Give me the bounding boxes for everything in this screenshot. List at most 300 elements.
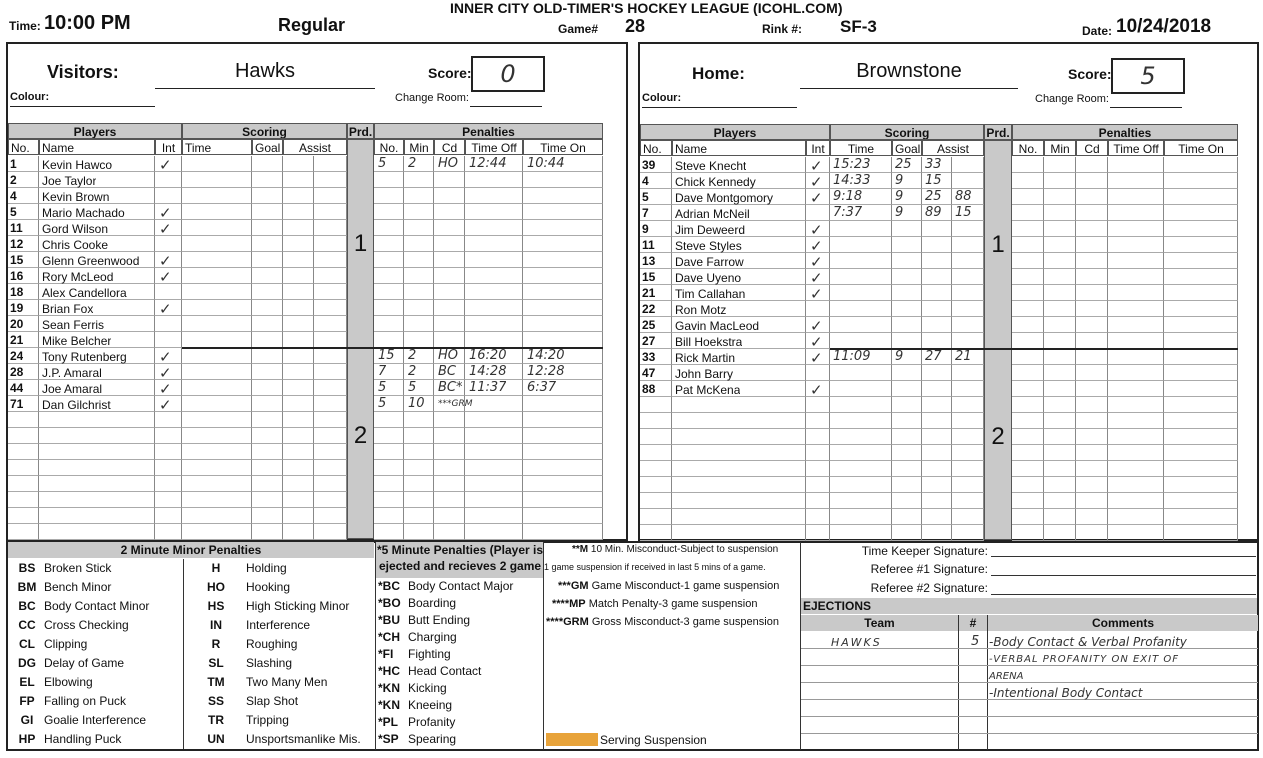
visitors-grid-cell [252, 364, 283, 380]
home-grid-cell [922, 509, 952, 525]
visitors-grid-cell [465, 252, 523, 268]
visitors-player-no: 4 [10, 189, 17, 203]
penalty-desc: Interference [246, 618, 311, 632]
penalty-code: GI [20, 713, 34, 727]
home-grid [640, 124, 1258, 539]
visitors-grid-cell [434, 332, 465, 348]
home-grid-cell [1012, 285, 1044, 301]
visitors-grid-cell [404, 524, 434, 540]
home-grid-cell [1076, 429, 1108, 445]
visitors-grid-cell [465, 220, 523, 236]
home-team: Brownstone [800, 60, 1018, 89]
penalty-code: *BO [378, 596, 401, 610]
visitors-grid-cell [523, 524, 603, 540]
home-score-time: 14:33 [833, 173, 871, 188]
visitors-penalty-cd: HO [438, 156, 459, 171]
penalty-code: EL [19, 675, 35, 689]
home-score-goal: 9 [895, 205, 904, 220]
visitors-grid-cell [465, 428, 523, 444]
legend-row [8, 730, 183, 748]
visitors-grid-cell [155, 444, 182, 460]
home-grid-cell [672, 461, 806, 477]
home-grid-cell [1012, 461, 1044, 477]
home-player-no: 39 [642, 158, 656, 172]
visitors-player-int-check: ✓ [159, 253, 172, 269]
home-grid-cell [922, 413, 952, 429]
home-grid-cell [640, 461, 672, 477]
visitors-player-no: 12 [10, 237, 24, 251]
home-grid-cell [952, 509, 984, 525]
home-grid-cell [1044, 189, 1076, 205]
home-grid-cell [806, 493, 830, 509]
visitors-grid-cell [434, 524, 465, 540]
home-player-int-check: ✓ [810, 238, 823, 254]
home-grid-cell [672, 397, 806, 413]
legend-row [376, 578, 544, 595]
visitors-grid-cell [252, 332, 283, 348]
home-grid-cell [806, 429, 830, 445]
visitors-grid-cell [252, 236, 283, 252]
visitors-grid-cell [374, 204, 404, 220]
penalty-code: *KN [378, 698, 401, 712]
visitors-grid-cell [465, 444, 523, 460]
home-grid-cell [952, 269, 984, 285]
home-grid-cell [1076, 525, 1108, 541]
home-grid-cell [952, 461, 984, 477]
penalty-code: HS [207, 599, 225, 613]
legend-row [184, 578, 376, 596]
visitors-penalty-off: 11:37 [469, 380, 507, 395]
visitors-score: 0 [471, 56, 545, 92]
visitors-player-name: Mario Machado [42, 206, 125, 220]
home-grid-cell [1108, 349, 1164, 365]
legend-row [184, 559, 376, 577]
visitors-penalty-cd: ***GRM [438, 399, 473, 409]
visitors-grid-cell [523, 476, 603, 492]
visitors-colour-label: Colour: [10, 91, 50, 103]
game-label: Game# [558, 22, 599, 36]
home-colour-label: Colour: [642, 92, 682, 104]
penalty-desc: Kicking [408, 681, 447, 695]
visitors-grid-cell [404, 460, 434, 476]
penalty-code: FP [19, 694, 35, 708]
visitors-col-a1: Assist [283, 139, 347, 155]
legend-row [184, 730, 376, 748]
visitors-grid-cell [374, 188, 404, 204]
grm-code: ****GRM [546, 616, 589, 628]
visitors-grid-cell [374, 444, 404, 460]
visitors-grid-cell [8, 412, 39, 428]
home-grid-cell [952, 237, 984, 253]
time-label: Time: [9, 19, 41, 33]
home-grid-cell [1012, 157, 1044, 173]
home-grid-cell [806, 301, 830, 317]
visitors-grid-cell [283, 300, 314, 316]
visitors-player-name: Brian Fox [42, 302, 94, 316]
visitors-grid-cell [252, 380, 283, 396]
visitors-grid-cell [39, 412, 155, 428]
m-desc: 10 Min. Misconduct-Subject to suspension [590, 544, 779, 555]
home-grid-cell [1076, 157, 1108, 173]
home-grid-cell [952, 397, 984, 413]
home-grid-cell [1076, 237, 1108, 253]
penalty-code: HP [18, 732, 36, 746]
visitors-penalty-on: 6:37 [527, 380, 557, 395]
visitors-grid-cell [404, 332, 434, 348]
penalty-desc: Elbowing [44, 675, 93, 689]
home-grid-cell [672, 509, 806, 525]
visitors-grid-cell [182, 332, 252, 348]
visitors-grid-cell [434, 188, 465, 204]
visitors-player-name: Alex Candellora [42, 286, 127, 300]
visitors-player-name: Chris Cooke [42, 238, 109, 252]
referee1-line[interactable] [991, 575, 1256, 576]
visitors-grid-cell [314, 204, 347, 220]
visitors-penalty-min: 2 [408, 156, 417, 171]
referee2-line[interactable] [991, 594, 1256, 595]
league-title: INNER CITY OLD-TIMER'S HOCKEY LEAGUE (ICOHL.COM) [450, 0, 843, 16]
legend-row [184, 597, 376, 615]
legend-row [184, 711, 376, 729]
home-grid-cell [1076, 301, 1108, 317]
visitors-grid-cell [374, 284, 404, 300]
home-grid-cell [952, 317, 984, 333]
ejection-comment-2: -VERBAL PROFANITY ON EXIT OF [989, 654, 1180, 665]
home-grid-cell [892, 525, 922, 541]
home-grid-cell [922, 365, 952, 381]
home-player-name: Ron Motz [675, 303, 727, 317]
visitors-player-name: Glenn Greenwood [42, 254, 140, 268]
visitors-grid-cell [8, 476, 39, 492]
major-title-line1: *5 Minute Penalties (Player is [376, 543, 544, 557]
home-grid-cell [830, 221, 892, 237]
visitors-grid-cell [252, 220, 283, 236]
visitors-grid-cell [523, 332, 603, 348]
home-player-name: Pat McKena [675, 383, 741, 397]
home-grid-cell [922, 301, 952, 317]
visitors-grid-cell [314, 524, 347, 540]
home-grid-cell [952, 413, 984, 429]
home-player-int-check: ✓ [810, 254, 823, 270]
visitors-grid-cell [374, 412, 404, 428]
penalty-code: *CH [378, 630, 401, 644]
ejections-team-header: Team [801, 615, 959, 631]
home-grid-cell [1012, 317, 1044, 333]
penalty-desc: Bench Minor [44, 580, 112, 594]
home-player-no: 27 [642, 334, 656, 348]
home-grid-cell [1044, 509, 1076, 525]
visitors-player-name: Joe Taylor [42, 174, 97, 188]
minor-right-list [183, 559, 376, 749]
home-grid-cell [640, 445, 672, 461]
home-grid-cell [1076, 317, 1108, 333]
home-grid-cell [1164, 493, 1238, 509]
home-grid-cell [1012, 509, 1044, 525]
home-grid-cell [1044, 525, 1076, 541]
home-grid-cell [1164, 205, 1238, 221]
visitors-player-int-check: ✓ [159, 301, 172, 317]
legend-row [8, 711, 183, 729]
home-grid-cell [1044, 173, 1076, 189]
visitors-grid-cell [374, 316, 404, 332]
home-grid-cell [1044, 237, 1076, 253]
home-grid-cell [1044, 461, 1076, 477]
penalty-code: CC [18, 618, 36, 632]
visitors-grid-cell [523, 396, 603, 412]
penalty-desc: Delay of Game [44, 656, 125, 670]
home-col-pno: No. [1012, 140, 1044, 156]
home-grid-cell [1012, 413, 1044, 429]
home-grid-cell [830, 525, 892, 541]
visitors-player-name: J.P. Amaral [42, 366, 102, 380]
visitors-grid-cell [155, 284, 182, 300]
visitors-grid-cell [155, 508, 182, 524]
home-grid-cell [1012, 445, 1044, 461]
home-grid-cell [806, 461, 830, 477]
visitors-grid-cell [404, 188, 434, 204]
home-col-int: Int [806, 140, 830, 156]
visitors-period-header: Prd. [348, 125, 373, 139]
visitors-penalty-no: 5 [378, 156, 387, 171]
home-grid-cell [806, 413, 830, 429]
visitors-grid [8, 123, 627, 539]
home-grid-cell [952, 381, 984, 397]
home-grid-cell [892, 269, 922, 285]
visitors-col-cd: Cd [434, 139, 465, 155]
visitors-grid-cell [404, 428, 434, 444]
timekeeper-line[interactable] [991, 556, 1256, 557]
home-score-assist2: 15 [955, 205, 972, 220]
home-grid-cell [830, 429, 892, 445]
home-score-time: 15:23 [833, 157, 871, 172]
visitors-grid-cell [404, 204, 434, 220]
visitors-grid-cell [155, 188, 182, 204]
penalty-desc: Charging [408, 630, 457, 644]
home-grid-cell [1164, 333, 1238, 349]
home-grid-cell [830, 413, 892, 429]
home-grid-cell [1012, 365, 1044, 381]
visitors-player-no: 2 [10, 173, 17, 187]
ejections-comments-header: Comments [988, 615, 1258, 631]
home-player-name: Jim Deweerd [675, 223, 746, 237]
visitors-grid-cell [8, 508, 39, 524]
visitors-grid-cell [465, 284, 523, 300]
home-grid-cell [1012, 221, 1044, 237]
legend-row [376, 663, 544, 680]
visitors-grid-cell [465, 492, 523, 508]
date-label: Date: [1082, 24, 1113, 38]
home-grid-cell [830, 333, 892, 349]
home-grid-cell [1012, 525, 1044, 541]
home-grid-cell [672, 445, 806, 461]
home-grid-cell [1012, 333, 1044, 349]
home-player-no: 15 [642, 270, 656, 284]
home-grid-cell [806, 365, 830, 381]
home-grid-cell [1012, 205, 1044, 221]
visitors-grid-cell [252, 396, 283, 412]
visitors-player-no: 19 [10, 301, 24, 315]
penalty-desc: Head Contact [408, 664, 482, 678]
home-player-name: Steve Knecht [675, 159, 747, 173]
visitors-grid-cell [314, 220, 347, 236]
home-grid-cell [952, 221, 984, 237]
visitors-grid-cell [314, 268, 347, 284]
home-player-no: 88 [642, 382, 656, 396]
visitors-penalty-min: 2 [408, 364, 417, 379]
home-grid-cell [1076, 365, 1108, 381]
visitors-penalty-cd: BC [438, 364, 456, 379]
visitors-grid-cell [182, 412, 252, 428]
home-grid-cell [830, 397, 892, 413]
visitors-grid-cell [404, 284, 434, 300]
visitors-grid-cell [182, 492, 252, 508]
visitors-grid-cell [523, 412, 603, 428]
ejection-team: HAWKS [831, 636, 882, 649]
home-grid-cell [892, 301, 922, 317]
visitors-grid-cell [523, 268, 603, 284]
home-change-room-label: Change Room: [1035, 93, 1109, 105]
legend-row [8, 578, 183, 596]
visitors-grid-cell [283, 204, 314, 220]
visitors-grid-cell [283, 172, 314, 188]
visitors-grid-cell [465, 236, 523, 252]
visitors-grid-cell [182, 172, 252, 188]
legend-row [376, 697, 544, 714]
visitors-grid-cell [39, 524, 155, 540]
home-grid-cell [1108, 205, 1164, 221]
visitors-change-room-label: Change Room: [395, 92, 469, 104]
visitors-grid-cell [434, 172, 465, 188]
visitors-penalty-no: 5 [378, 396, 387, 411]
home-grid-cell [922, 461, 952, 477]
visitors-player-name: Tony Rutenberg [42, 350, 127, 364]
home-grid-cell [1012, 429, 1044, 445]
home-players-header: Players [640, 124, 830, 140]
visitors-grid-cell [465, 508, 523, 524]
home-grid-cell [1076, 253, 1108, 269]
home-player-name: John Barry [675, 367, 734, 381]
penalty-code: BC [18, 599, 36, 613]
home-grid-cell [1108, 477, 1164, 493]
home-player-name: Chick Kennedy [675, 175, 756, 189]
legend-row [8, 692, 183, 710]
home-grid-cell [952, 445, 984, 461]
ejection-row-line [801, 733, 1258, 734]
home-score-assist1: 89 [925, 205, 942, 220]
visitors-grid-cell [374, 236, 404, 252]
home-grid-cell [952, 365, 984, 381]
visitors-grid-cell [252, 300, 283, 316]
home-grid-cell [1164, 461, 1238, 477]
visitors-grid-cell [314, 460, 347, 476]
visitors-grid-cell [523, 236, 603, 252]
home-grid-cell [1012, 381, 1044, 397]
home-grid-cell [806, 477, 830, 493]
visitors-grid-cell [404, 268, 434, 284]
home-grid-cell [830, 381, 892, 397]
visitors-penalty-min: 5 [408, 380, 417, 395]
home-grid-cell [1108, 525, 1164, 541]
home-grid-cell [892, 397, 922, 413]
penalty-desc: Butt Ending [408, 613, 471, 627]
visitors-grid-cell [182, 460, 252, 476]
home-grid-cell [892, 461, 922, 477]
visitors-penalty-cd: BC* [438, 380, 463, 395]
visitors-grid-cell [404, 220, 434, 236]
home-score-goal: 9 [895, 349, 904, 364]
home-label: Home: [692, 64, 745, 83]
visitors-grid-cell [39, 444, 155, 460]
home-score-assist1: 27 [925, 349, 942, 364]
legend-row [376, 646, 544, 663]
home-grid-cell [922, 285, 952, 301]
home-player-no: 47 [642, 366, 656, 380]
home-score-goal: 9 [895, 173, 904, 188]
signature-panel [800, 542, 1258, 598]
home-grid-cell [1012, 253, 1044, 269]
visitors-grid-cell [374, 492, 404, 508]
home-grid-cell [1076, 397, 1108, 413]
visitors-grid-cell [314, 476, 347, 492]
home-grid-cell [1012, 189, 1044, 205]
visitors-grid-cell [465, 188, 523, 204]
home-grid-cell [1108, 413, 1164, 429]
visitors-grid-cell [182, 204, 252, 220]
visitors-grid-cell [283, 348, 314, 364]
visitors-grid-cell [182, 524, 252, 540]
home-grid-cell [1108, 445, 1164, 461]
home-grid-cell [1044, 413, 1076, 429]
home-grid-cell [892, 221, 922, 237]
home-scoring-header: Scoring [830, 124, 984, 140]
home-grid-cell [1076, 493, 1108, 509]
visitors-player-no: 44 [10, 381, 24, 395]
visitors-grid-cell [465, 316, 523, 332]
visitors-grid-cell [182, 476, 252, 492]
home-grid-cell [1076, 333, 1108, 349]
home-grid-cell [1108, 317, 1164, 333]
visitors-grid-cell [283, 508, 314, 524]
penalty-desc: Fighting [408, 647, 451, 661]
home-player-no: 7 [642, 206, 649, 220]
legend-row [8, 616, 183, 634]
visitors-grid-cell [434, 412, 465, 428]
home-col-goal: Goal [892, 140, 922, 156]
visitors-grid-cell [374, 172, 404, 188]
home-grid-cell [1076, 285, 1108, 301]
penalty-desc: Falling on Puck [44, 694, 127, 708]
visitors-grid-cell [252, 204, 283, 220]
visitors-player-name: Mike Belcher [42, 334, 112, 348]
home-grid-cell [1108, 461, 1164, 477]
home-player-no: 21 [642, 286, 656, 300]
home-grid-cell [672, 413, 806, 429]
home-grid-cell [1108, 493, 1164, 509]
penalty-desc: Cross Checking [44, 618, 129, 632]
penalty-code: CL [19, 637, 35, 651]
home-player-int-check: ✓ [810, 318, 823, 334]
penalty-desc: Slap Shot [246, 694, 299, 708]
visitors-grid-cell [182, 316, 252, 332]
home-player-name: Steve Styles [675, 239, 742, 253]
penalty-code: DG [18, 656, 36, 670]
home-score: 5 [1111, 58, 1185, 94]
visitors-grid-cell [283, 252, 314, 268]
visitors-player-no: 16 [10, 269, 24, 283]
home-score-assist1: 33 [925, 157, 942, 172]
home-grid-cell [806, 445, 830, 461]
visitors-grid-cell [182, 396, 252, 412]
